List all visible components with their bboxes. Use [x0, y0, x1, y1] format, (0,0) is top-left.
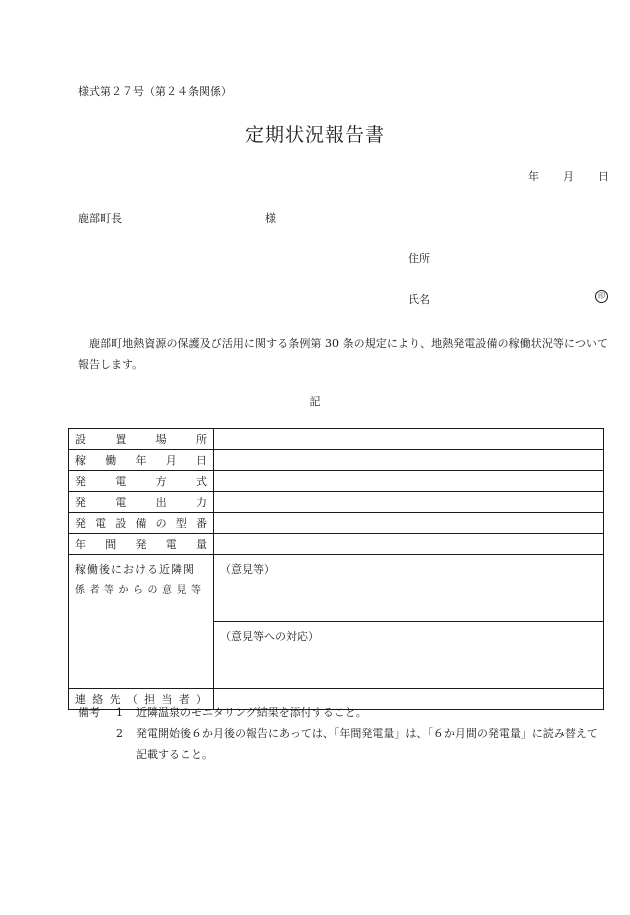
row-label-char: 式 [195, 475, 207, 488]
note-item [78, 702, 608, 723]
address-label: 住所 [408, 252, 430, 265]
row-label [75, 452, 207, 468]
body-paragraph: 鹿部町地熱資源の保護及び活用に関する条例第 30 条の規定により、地熱発電設備の稼働状況等について報告します。 [78, 337, 608, 371]
row-label [75, 431, 207, 447]
table-row [69, 513, 604, 534]
row-value-field[interactable] [214, 429, 604, 450]
table-row [69, 471, 604, 492]
notes-heading: 備考 [78, 706, 100, 719]
opinion-label-cell [69, 555, 214, 689]
contact-label-char: 先 [109, 693, 121, 706]
row-label-char: 型 [175, 517, 187, 530]
row-label-char: 番 [195, 517, 207, 530]
row-label-char: 場 [155, 433, 167, 446]
row-value-field[interactable] [214, 513, 604, 534]
addressee-honorific: 様 [265, 212, 276, 225]
row-label-char: 月 [165, 454, 177, 467]
row-value-field[interactable] [214, 534, 604, 555]
row-label-char: 発 [135, 538, 147, 551]
contact-label-char: ） [195, 693, 207, 706]
response-field[interactable] [214, 622, 604, 689]
row-label [75, 473, 207, 489]
row-label-char: 設 [75, 433, 86, 446]
contact-label-char: 絡 [92, 693, 104, 706]
report-table [68, 428, 604, 710]
ki-label: 記 [309, 395, 321, 408]
form-number: 様式第２７号（第２４条関係） [78, 85, 232, 98]
contact-label-char: 連 [75, 693, 86, 706]
seal-icon: 印 [595, 290, 608, 303]
table-row [69, 492, 604, 513]
response-heading: （意見等への対応） [220, 630, 319, 643]
row-label-cell [69, 429, 214, 450]
row-value-field[interactable] [214, 492, 604, 513]
row-label-cell [69, 513, 214, 534]
notes-section [78, 702, 608, 765]
note-number: 1 [116, 706, 123, 719]
row-label-char: 置 [115, 433, 127, 446]
opinion-label-line2: 係者等からの意見等 [75, 585, 206, 596]
row-label-cell [69, 450, 214, 471]
opinion-row [69, 555, 604, 622]
note-number: 2 [116, 727, 123, 740]
row-label [75, 515, 207, 531]
row-label-char: 電 [115, 475, 127, 488]
row-label-char: 備 [135, 517, 147, 530]
opinion-heading: （意見等） [220, 563, 275, 576]
row-label-char: 働 [105, 454, 117, 467]
table-row [69, 450, 604, 471]
row-label-cell [69, 534, 214, 555]
opinion-field[interactable] [214, 555, 604, 622]
date-day-label: 日 [598, 170, 609, 183]
row-label-cell [69, 471, 214, 492]
row-label-char: 発 [75, 517, 86, 530]
contact-label-char: 担 [144, 693, 156, 706]
row-label [75, 494, 207, 510]
row-label-char: 日 [196, 454, 207, 467]
row-value-field[interactable] [214, 471, 604, 492]
addressee-name: 鹿部町長 [78, 212, 122, 225]
row-label-char: 間 [105, 538, 117, 551]
date-month-label: 月 [563, 170, 574, 183]
row-label-char: 量 [196, 538, 207, 551]
row-label-char: 発 [75, 475, 86, 488]
row-label-char: 稼 [75, 454, 86, 467]
row-label [75, 536, 207, 552]
table-row [69, 534, 604, 555]
row-label-cell [69, 492, 214, 513]
row-label-char: 所 [195, 433, 207, 446]
date-year-label: 年 [528, 170, 539, 183]
contact-label-char: 者 [178, 693, 190, 706]
row-label-char: 出 [155, 496, 167, 509]
row-label-char: 電 [115, 496, 127, 509]
note-text: 近隣温泉のモニタリング結果を添付すること。 [136, 706, 367, 719]
name-label: 氏名 [408, 293, 430, 306]
opinion-label-line1: 稼働後における近隣関 [75, 563, 195, 576]
row-label-char: 発 [75, 496, 86, 509]
row-label-char: 設 [115, 517, 127, 530]
row-value-field[interactable] [214, 450, 604, 471]
contact-label-char: 当 [161, 693, 173, 706]
row-label-char: 年 [135, 454, 147, 467]
row-label-char: 年 [75, 538, 86, 551]
row-label-char: 力 [195, 496, 207, 509]
row-label-char: 方 [155, 475, 167, 488]
row-label-char: 電 [165, 538, 177, 551]
row-label-char: 電 [95, 517, 107, 530]
table-row [69, 429, 604, 450]
document-title: 定期状況報告書 [244, 124, 385, 146]
note-item [78, 723, 608, 765]
contact-label-char: （ [126, 693, 138, 706]
row-label-char: の [155, 517, 167, 530]
note-text: 発電開始後６か月後の報告にあっては、「年間発電量」は、「６か月間の発電量」に読み替えて記載すること。 [136, 727, 598, 761]
